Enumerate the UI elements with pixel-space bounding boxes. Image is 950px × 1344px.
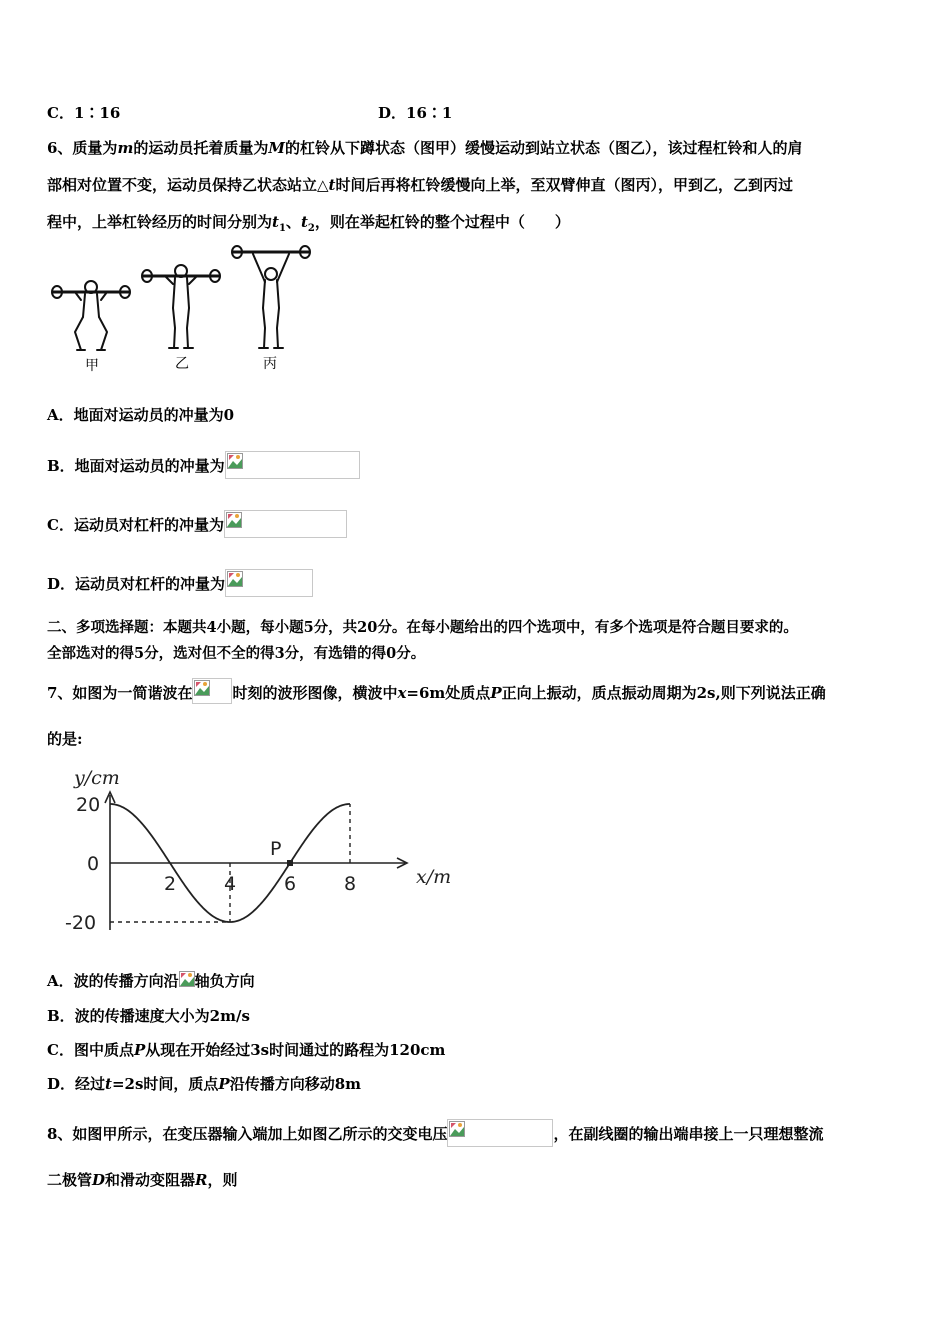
y-axis-label: y/cm <box>74 767 120 789</box>
section2-line1: 二、多项选择题：本题共4小题，每小题5分，共20分。在每小题给出的四个选项中，有多个选项是符合题目要求的。 <box>47 619 798 636</box>
q8-stem-line1: 8、如图甲所示，在变压器输入端加上如图乙所示的交变电压 ，在副线圈的输出端串接上一只理想整流 <box>47 1119 823 1147</box>
figure-label-bing: 丙 <box>263 356 277 372</box>
q6-stem-line3: 程中，上举杠铃经历的时间分别为$t_1$、$t_2$，则在举起杠铃的整个过程中（ ） <box>47 213 570 234</box>
q7-option-b: B．波的传播速度大小为2m/s <box>47 1007 250 1025</box>
broken-image-icon <box>225 569 313 597</box>
x-axis-label: x/m <box>416 866 452 888</box>
broken-image-icon <box>179 971 195 989</box>
x-tick-4: 4 <box>224 873 237 895</box>
broken-image-icon <box>225 451 360 479</box>
weightlifter-figure <box>45 242 325 378</box>
q6-option-d: D．运动员对杠杆的冲量为 <box>47 569 313 597</box>
y-tick-neg20: -20 <box>65 912 97 934</box>
x-tick-6: 6 <box>284 873 297 895</box>
q6-stem-line1: 6、质量为m的运动员托着质量为M的杠铃从下蹲状态（图甲）缓慢运动到站立状态（图乙），该过程杠铃和人的肩 <box>47 139 803 157</box>
q6-option-b: B．地面对运动员的冲量为 <box>47 451 360 479</box>
figure-overhead <box>232 246 310 348</box>
q7-option-d: D．经过t=2s时间，质点P沿传播方向移动8m <box>47 1075 361 1093</box>
wave-chart <box>60 760 470 950</box>
q7-stem-line1: 7、如图为一简谐波在 时刻的波形图像，横波中x=6m处质点P正向上振动，质点振动周期为2s,则下列说法正确 <box>47 678 826 704</box>
figure-label-jia: 甲 <box>85 358 99 374</box>
q6-option-a: A．地面对运动员的冲量为0 <box>47 406 235 424</box>
point-p-label: P <box>270 838 282 860</box>
broken-image-icon <box>192 678 232 704</box>
y-tick-20: 20 <box>76 794 101 816</box>
x-tick-8: 8 <box>344 873 357 895</box>
q6-stem-line2: 部相对位置不变，运动员保持乙状态站立△t时间后再将杠铃缓慢向上举，至双臂伸直（图丙），甲到乙，乙到丙过 <box>47 176 793 194</box>
q7-stem-line2: 的是: <box>47 730 83 748</box>
figure-standing <box>142 265 220 348</box>
q7-option-a: A．波的传播方向沿 轴负方向 <box>47 972 255 990</box>
figure-squat <box>52 281 130 350</box>
broken-image-icon <box>224 510 347 538</box>
q5-option-c: C．1∶16 <box>47 104 121 122</box>
q5-option-d: D．16∶1 <box>378 104 453 122</box>
section2-line2: 全部选对的得5分，选对但不全的得3分，有选错的得0分。 <box>47 645 426 662</box>
broken-image-icon <box>447 1119 553 1147</box>
figure-label-yi: 乙 <box>175 356 189 372</box>
q8-stem-line2: 二极管D和滑动变阻器R，则 <box>47 1171 238 1189</box>
x-tick-2: 2 <box>164 873 177 895</box>
q7-option-c: C．图中质点P从现在开始经过3s时间通过的路程为120cm <box>47 1041 446 1059</box>
y-tick-0: 0 <box>87 853 100 875</box>
point-p-marker <box>287 860 293 866</box>
q6-option-c: C．运动员对杠杆的冲量为 <box>47 510 347 538</box>
